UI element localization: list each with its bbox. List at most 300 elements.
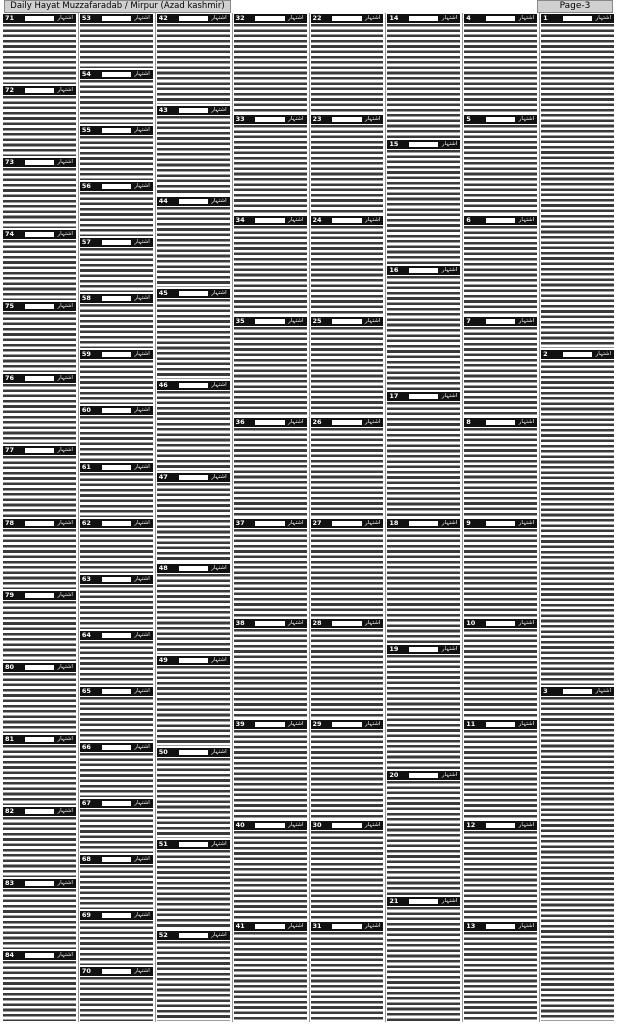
notice-number: 27 [312, 518, 322, 527]
notice-tag-box [102, 521, 131, 526]
notice-tag-box [486, 823, 515, 828]
notice-number-tag [311, 519, 384, 528]
notice-body-text [79, 641, 154, 685]
notice-tag-word: اشتہار [211, 932, 227, 939]
notice-block [540, 13, 615, 349]
notice-number: 35 [235, 316, 245, 325]
notice-number: 38 [235, 619, 245, 628]
notice-tag-word: اشتہار [134, 575, 150, 582]
notice-tag-word: اشتہار [518, 620, 535, 627]
notice-tag-word: اشتہار [57, 807, 73, 814]
notice-tag-word: اشتہار [211, 657, 227, 664]
notice-body-text [463, 24, 538, 113]
notice-number: 49 [158, 656, 168, 665]
notice-block [233, 518, 308, 619]
notice-tag-word: اشتہار [441, 519, 458, 526]
notice-tag-box [102, 913, 131, 918]
notice-tag-box [25, 160, 54, 165]
notice-body-text [310, 428, 385, 517]
notice-number: 71 [5, 14, 15, 22]
notice-tag-box [25, 376, 54, 381]
notice-tag-word: اشتہار [57, 375, 73, 382]
notice-tag-box [255, 218, 284, 223]
notice-tag-box [332, 924, 361, 929]
notice-block [79, 910, 154, 966]
notice-block [386, 139, 461, 265]
notice-tag-box [332, 420, 361, 425]
notice-number-tag [3, 374, 76, 383]
notice-body-text [79, 192, 154, 236]
notice-number-tag [80, 294, 153, 303]
notice-number: 64 [81, 630, 91, 639]
notice-tag-box [102, 857, 131, 862]
notice-body-text [2, 961, 77, 1021]
notice-block [386, 391, 461, 517]
notice-tag-word: اشتہار [134, 799, 150, 806]
notice-number-tag [464, 418, 537, 427]
notice-tag-box [332, 16, 361, 21]
notice-tag-word: اشتہار [134, 743, 150, 750]
notice-block [79, 742, 154, 798]
notice-number-tag [464, 922, 537, 931]
notice-number: 44 [158, 197, 168, 206]
notice-number: 32 [235, 14, 245, 22]
notice-number: 81 [5, 734, 15, 743]
notice-number: 39 [235, 720, 245, 729]
notice-number-tag [387, 392, 460, 401]
notice-tag-word: اشتہار [57, 591, 73, 598]
notice-body-text [233, 529, 308, 618]
notice-tag-box [255, 823, 284, 828]
notice-block [156, 655, 231, 747]
notice-number: 21 [389, 896, 399, 905]
notice-body-text [233, 932, 308, 1021]
notice-tag-word: اشتہار [518, 721, 535, 728]
notice-body-text [79, 921, 154, 965]
notice-tag-word: اشتہار [134, 912, 150, 918]
notice-block [2, 373, 77, 445]
notice-body-text [2, 312, 77, 372]
notice-number: 46 [158, 380, 168, 389]
notice-tag-word: اشتہار [365, 519, 381, 526]
notice-block [2, 445, 77, 517]
notice-number-tag [464, 317, 537, 326]
notice-block [233, 114, 308, 215]
notice-number-tag [80, 14, 153, 23]
notice-body-text [386, 402, 461, 516]
notice-body-text [156, 941, 231, 1021]
notice-body-text [233, 730, 308, 819]
notice-body-text [463, 932, 538, 1021]
notice-block [2, 734, 77, 806]
notice-block [233, 13, 308, 114]
notice-number-tag [464, 115, 537, 124]
notice-tag-word: اشتہار [518, 923, 535, 930]
notice-tag-word: اشتہار [365, 923, 381, 930]
notice-number: 48 [158, 564, 168, 573]
notice-block [156, 105, 231, 197]
notice-number: 23 [312, 114, 322, 123]
notice-number-tag [387, 897, 460, 906]
notice-tag-box [179, 108, 208, 113]
notice-number: 54 [81, 70, 91, 79]
notice-block [79, 181, 154, 237]
notice-number-tag [234, 922, 307, 931]
notice-tag-box [332, 823, 361, 828]
notice-number: 29 [312, 720, 322, 729]
notice-block [386, 770, 461, 896]
notice-body-text [79, 753, 154, 797]
notice-block [79, 237, 154, 293]
notice-tag-word: اشتہار [211, 748, 227, 755]
notice-tag-word: اشتہار [365, 115, 381, 122]
notice-tag-word: اشتہار [211, 840, 227, 847]
notice-number-tag [80, 743, 153, 752]
notice-tag-word: اشتہار [211, 565, 227, 572]
notice-number: 14 [389, 14, 399, 22]
notice-number: 69 [81, 911, 91, 919]
notice-body-text [156, 24, 231, 104]
notice-number-tag [3, 86, 76, 95]
notice-tag-box [102, 969, 131, 974]
notice-tag-box [255, 420, 284, 425]
notice-tag-word: اشتہار [211, 106, 227, 113]
notice-tag-word: اشتہار [134, 407, 150, 414]
notice-body-text [156, 758, 231, 838]
notice-body-text [540, 697, 615, 1021]
notice-number-tag [3, 302, 76, 311]
notice-number: 51 [158, 839, 168, 848]
notice-tag-box [179, 933, 208, 938]
notice-tag-word: اشتہار [134, 15, 150, 21]
notice-tag-box [409, 899, 438, 904]
notice-number-tag [157, 289, 230, 298]
notice-tag-word: اشتہار [288, 317, 304, 324]
notice-body-text [2, 24, 77, 84]
notice-body-text [79, 136, 154, 180]
notice-number-tag [80, 575, 153, 584]
notice-number-tag [80, 406, 153, 415]
notice-tag-box [332, 319, 361, 324]
notice-tag-word: اشتہار [365, 15, 381, 21]
notice-number: 80 [5, 662, 15, 671]
notice-block [540, 349, 615, 685]
notice-tag-box [102, 240, 131, 245]
notice-number-tag [80, 350, 153, 359]
notice-tag-box [563, 352, 592, 357]
notice-number-tag [311, 720, 384, 729]
notice-body-text [79, 24, 154, 68]
notice-body-text [233, 629, 308, 718]
notice-tag-word: اشتہار [595, 15, 611, 21]
notice-tag-box [25, 448, 54, 453]
notice-number-tag [3, 14, 76, 23]
notice-body-text [463, 125, 538, 214]
notice-tag-word: اشتہار [211, 381, 227, 388]
notice-body-text [79, 416, 154, 460]
notice-number: 12 [466, 821, 476, 830]
column-2 [462, 13, 538, 1022]
notice-number: 40 [235, 821, 245, 830]
notice-tag-box [255, 16, 284, 21]
notice-number-tag [3, 519, 76, 528]
notice-number-tag [234, 14, 307, 23]
notice-number: 30 [312, 821, 322, 830]
notice-number: 26 [312, 417, 322, 426]
notice-block [310, 114, 385, 215]
notice-tag-word: اشتہار [211, 15, 227, 21]
notice-body-text [310, 629, 385, 718]
notice-tag-word: اشتہار [518, 15, 535, 21]
notice-tag-box [25, 304, 54, 309]
notice-number-tag [234, 418, 307, 427]
notice-tag-word: اشتہار [134, 183, 150, 190]
notice-number-tag [387, 519, 460, 528]
notice-tag-word: اشتہار [288, 721, 304, 728]
notice-tag-box [179, 566, 208, 571]
notice-block [156, 472, 231, 564]
notice-number-tag [80, 519, 153, 528]
notice-tag-word: اشتہار [365, 317, 381, 324]
column-4 [309, 13, 385, 1022]
notice-number: 62 [81, 518, 91, 527]
notice-body-text [156, 116, 231, 196]
notice-tag-box [102, 184, 131, 189]
notice-tag-word: اشتہار [441, 267, 458, 274]
notice-tag-box [409, 142, 438, 147]
notice-block [386, 518, 461, 644]
notice-block [386, 265, 461, 391]
notice-tag-box [255, 521, 284, 526]
notice-number: 36 [235, 417, 245, 426]
notice-number: 66 [81, 742, 91, 751]
notice-tag-word: اشتہار [134, 127, 150, 134]
notice-tag-box [102, 128, 131, 133]
notice-block [79, 13, 154, 69]
notice-tag-box [486, 218, 515, 223]
notice-block [310, 215, 385, 316]
notice-number-tag [311, 922, 384, 931]
newspaper-page [2, 13, 615, 1022]
notice-number-tag [387, 266, 460, 275]
notice-block [156, 563, 231, 655]
notice-body-text [233, 428, 308, 517]
notice-tag-box [486, 621, 515, 626]
notice-number: 5 [466, 114, 471, 123]
notice-body-text [2, 96, 77, 156]
notice-number-tag [80, 799, 153, 808]
notice-body-text [79, 529, 154, 573]
notice-tag-word: اشتہار [134, 855, 150, 862]
notice-tag-box [25, 665, 54, 670]
notice-number: 11 [466, 720, 476, 729]
notice-number-tag [3, 879, 76, 888]
notice-number: 24 [312, 215, 322, 224]
notice-body-text [2, 240, 77, 300]
notice-tag-word: اشتہار [518, 115, 535, 122]
notice-tag-word: اشتہار [288, 115, 304, 122]
notice-tag-box [486, 521, 515, 526]
notice-number-tag [157, 931, 230, 940]
notice-block [310, 719, 385, 820]
notice-number: 79 [5, 590, 15, 599]
notice-tag-word: اشتہار [57, 15, 73, 21]
notice-block [156, 196, 231, 288]
notice-body-text [463, 629, 538, 718]
notice-body-text [79, 473, 154, 517]
notice-tag-box [25, 737, 54, 742]
notice-body-text [79, 697, 154, 741]
notice-number-tag [157, 748, 230, 757]
notice-block [463, 215, 538, 316]
notice-block [463, 618, 538, 719]
notice-tag-word: اشتہار [288, 216, 304, 223]
notice-tag-word: اشتہار [134, 968, 150, 975]
column-8 [2, 13, 77, 1022]
notice-block [79, 69, 154, 125]
notice-number: 53 [81, 14, 91, 22]
notice-block [463, 316, 538, 417]
notice-block [2, 518, 77, 590]
notice-tag-word: اشتہار [134, 239, 150, 246]
page-number-label: Page-3 [537, 0, 613, 13]
notice-block [2, 878, 77, 950]
notice-block [79, 518, 154, 574]
notice-block [2, 13, 77, 85]
notice-number: 55 [81, 126, 91, 135]
notice-block [156, 380, 231, 472]
notice-tag-box [179, 199, 208, 204]
notice-number-tag [464, 14, 537, 23]
notice-tag-word: اشتہار [288, 15, 304, 21]
notice-body-text [79, 977, 154, 1021]
notice-number-tag [387, 14, 460, 23]
notice-block [386, 896, 461, 1022]
notice-tag-box [179, 658, 208, 663]
notice-number-tag [234, 720, 307, 729]
notice-number-tag [311, 619, 384, 628]
notice-block [2, 806, 77, 878]
notice-number: 2 [543, 350, 548, 359]
notice-number-tag [464, 720, 537, 729]
notice-number: 83 [5, 878, 15, 887]
notice-number-tag [157, 840, 230, 849]
notice-block [310, 618, 385, 719]
notice-tag-box [486, 319, 515, 324]
notice-block [233, 417, 308, 518]
notice-number-tag [234, 519, 307, 528]
notice-body-text [386, 276, 461, 390]
notice-number: 58 [81, 294, 91, 303]
notice-tag-box [179, 291, 208, 296]
notice-tag-word: اشتہار [134, 295, 150, 302]
notice-block [79, 462, 154, 518]
notice-tag-word: اشتہار [518, 519, 535, 526]
notice-block [463, 921, 538, 1022]
notice-number: 13 [466, 922, 476, 931]
notice-number-tag [234, 317, 307, 326]
notice-body-text [463, 327, 538, 416]
notice-tag-word: اشتہار [518, 317, 535, 324]
notice-body-text [233, 831, 308, 920]
notice-tag-box [25, 593, 54, 598]
notice-body-text [463, 428, 538, 517]
notice-number: 65 [81, 686, 91, 695]
notice-block [463, 114, 538, 215]
notice-number: 77 [5, 446, 15, 455]
column-1 [539, 13, 615, 1022]
notice-number-tag [80, 126, 153, 135]
notice-number-tag [311, 115, 384, 124]
notice-block [310, 921, 385, 1022]
notice-number: 74 [5, 230, 15, 239]
notice-number: 84 [5, 951, 15, 960]
notice-number-tag [80, 631, 153, 640]
notice-number: 37 [235, 518, 245, 527]
notice-block [79, 966, 154, 1022]
notice-tag-box [255, 722, 284, 727]
notice-block [2, 301, 77, 373]
notice-number: 60 [81, 406, 91, 415]
notice-body-text [79, 809, 154, 853]
notice-number: 42 [158, 14, 168, 22]
notice-number: 34 [235, 215, 245, 224]
notice-tag-box [332, 117, 361, 122]
notice-number: 6 [466, 215, 471, 224]
notice-tag-box [179, 842, 208, 847]
notice-number: 28 [312, 619, 322, 628]
notice-tag-box [409, 647, 438, 652]
notice-block [463, 719, 538, 820]
notice-number: 20 [389, 770, 399, 779]
notice-body-text [233, 327, 308, 416]
notice-body-text [2, 889, 77, 949]
notice-number: 41 [235, 922, 245, 931]
notice-block [463, 13, 538, 114]
notice-tag-box [486, 722, 515, 727]
notice-body-text [310, 932, 385, 1021]
notice-tag-box [102, 16, 131, 21]
notice-number-tag [234, 619, 307, 628]
notice-number-tag [80, 70, 153, 79]
notice-block [386, 644, 461, 770]
notice-tag-word: اشتہار [441, 897, 458, 904]
notice-number: 70 [81, 967, 91, 976]
notice-tag-word: اشتہار [134, 687, 150, 694]
notice-block [310, 13, 385, 114]
notice-tag-word: اشتہار [57, 447, 73, 454]
notice-number-tag [3, 951, 76, 960]
notice-body-text [386, 655, 461, 769]
notice-body-text [79, 304, 154, 348]
notice-tag-box [332, 621, 361, 626]
notice-tag-box [332, 218, 361, 223]
column-7 [78, 13, 154, 1022]
notice-block [2, 950, 77, 1022]
notice-block [79, 293, 154, 349]
notice-body-text [233, 24, 308, 113]
notice-tag-box [255, 924, 284, 929]
notice-number: 43 [158, 105, 168, 114]
notice-body-text [310, 24, 385, 113]
notice-block [79, 405, 154, 461]
notice-tag-word: اشتہار [518, 216, 535, 223]
notice-body-text [386, 907, 461, 1021]
notice-tag-word: اشتہار [211, 473, 227, 480]
notice-number-tag [541, 350, 614, 359]
notice-number: 22 [312, 14, 322, 22]
column-3 [385, 13, 461, 1022]
